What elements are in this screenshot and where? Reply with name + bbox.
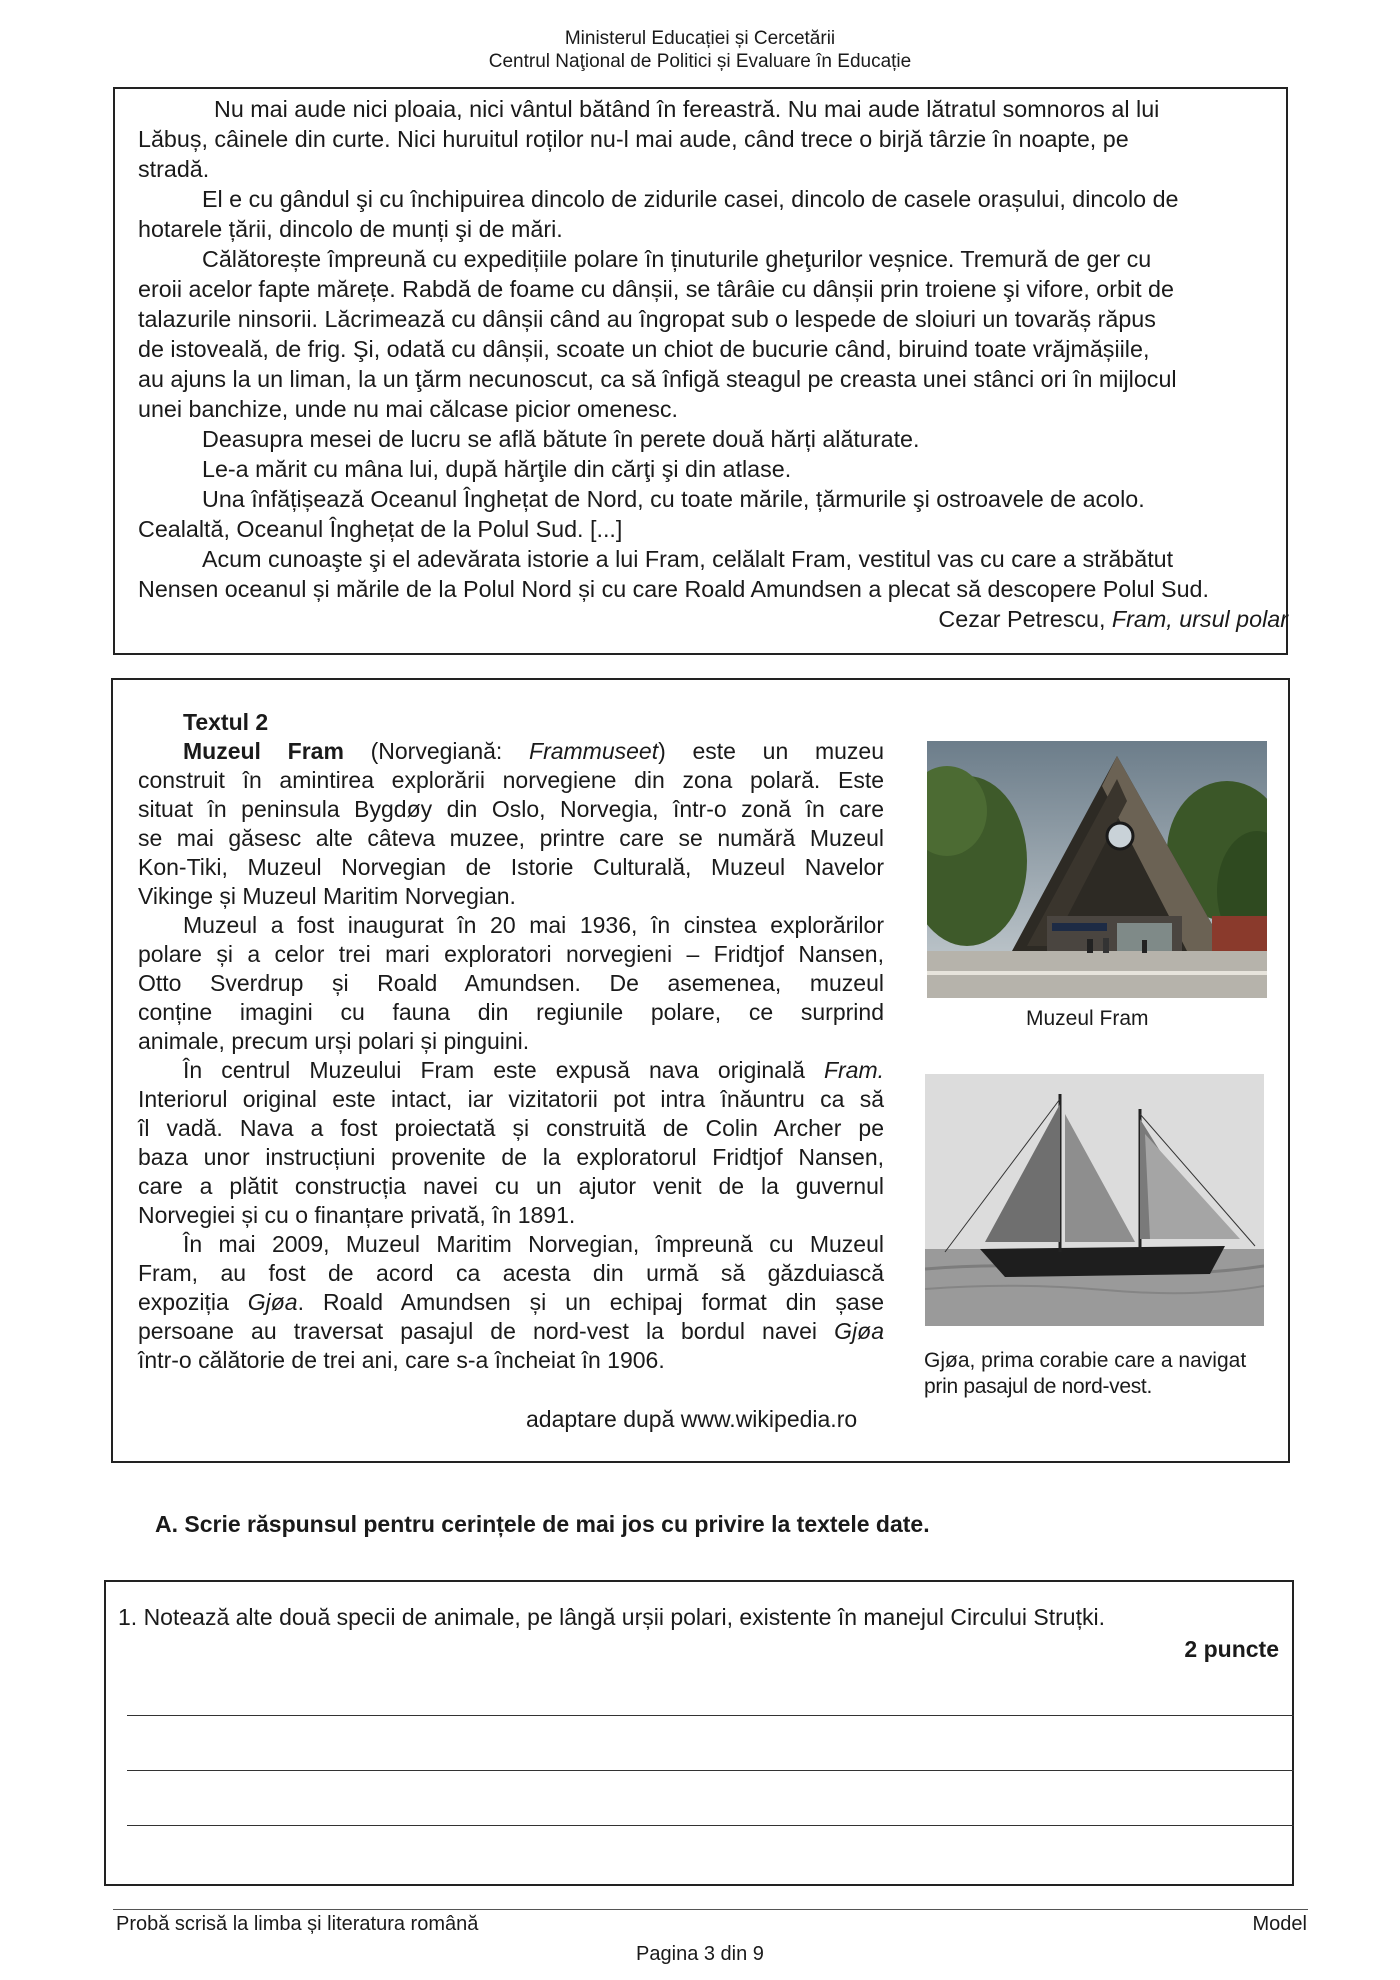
text1-line: Una înfățișează Oceanul Înghețat de Nord, cu toate mările, țărmurile şi ostroavele de acolo.: [202, 486, 1145, 512]
text1-line: Lăbuș, câinele din curte. Nici huruitul roților nu-l mai aude, când trece o birjă târzie în noapte, pe: [138, 126, 1129, 152]
text2-heading: Textul 2: [183, 709, 269, 735]
question-1: 1. Notează alte două specii de animale, pe lângă urșii polari, existente în manejul Circului Struțki.: [118, 1604, 1105, 1630]
text2-line: [183, 1056, 884, 1085]
question-1-points: 2 puncte: [1184, 1636, 1279, 1662]
text2-line: [183, 737, 884, 766]
text1-attribution: [938, 604, 1288, 634]
text2-line: conține imagini cu fauna din regiunile polare, ce surprind: [138, 999, 884, 1025]
text1-line: unei banchize, unde nu mai călcase picior omenesc.: [138, 396, 679, 422]
text2-line: într-o călătorie de trei ani, care s-a încheiat în 1906.: [138, 1347, 665, 1373]
ship-caption-line: prin pasajul de nord-vest.: [924, 1375, 1152, 1398]
ship-name: Fram.: [823, 1057, 884, 1083]
museum-photo-caption: Muzeul Fram: [1026, 1007, 1149, 1030]
text2-line: îl vadă. Nava a fost proiectată și construită de Colin Archer pe: [138, 1115, 884, 1141]
text2-fragment: ) este un muzeu: [658, 738, 884, 764]
footer-model-label: Model: [1252, 1913, 1307, 1935]
text1-line: Cealaltă, Oceanul Înghețat de la Polul Sud. [...]: [138, 516, 623, 542]
text2-source: adaptare după www.wikipedia.ro: [526, 1406, 858, 1432]
text1-line: Călătorește împreună cu expedițiile polare în ținuturile gheţurilor veșnice. Tremură de ger cu: [202, 246, 1152, 272]
footer-divider: [113, 1909, 1308, 1910]
text2-line: Otto Sverdrup și Roald Amundsen. De asemenea, muzeul: [138, 970, 884, 996]
text1-line: El e cu gândul şi cu închipuirea dincolo de zidurile casei, dincolo de casele orașului, dincolo de: [202, 186, 1179, 212]
text1-line: hotarele țării, dincolo de munți şi de mări.: [138, 216, 563, 242]
text2-line: animale, precum urși polari și pinguini.: [138, 1028, 530, 1054]
text2-line: [138, 1317, 884, 1346]
section-a-instruction: A. Scrie răspunsul pentru cerințele de mai jos cu privire la textele date.: [155, 1511, 930, 1537]
text2-line: Norvegiei și cu o finanțare privată, în 1891.: [138, 1202, 576, 1228]
footer-page-number: Pagina 3 din 9: [636, 1943, 764, 1965]
museum-photo: [927, 741, 1267, 998]
text2-line: polare și a celor trei mari exploratori norvegieni – Fridtjof Nansen,: [138, 941, 884, 967]
text2-line: În mai 2009, Muzeul Maritim Norvegian, împreună cu Muzeul: [183, 1231, 884, 1257]
header-ministry: Ministerul Educației și Cercetării: [564, 28, 836, 49]
text2-line: Interiorul original este intact, iar vizitatorii pot intra înăuntru ca să: [138, 1086, 884, 1112]
text1-line: Le-a mărit cu mâna lui, după hărţile din cărţi şi din atlase.: [202, 456, 792, 482]
text2-line: construit în amintirea explorării norvegiene din zona polară. Este: [138, 767, 884, 793]
text1-author: Cezar Petrescu,: [938, 606, 1112, 632]
ship-name: Gjøa: [834, 1318, 884, 1344]
ship-photo: [925, 1074, 1264, 1326]
text1-line: talazurile ninsorii. Lăcrimează cu dânșii când au îngropat sub o lespede de sloiuri un tovarăș răpus: [138, 306, 1156, 332]
text1-line: de istoveală, de frig. Şi, odată cu dânșii, scoate un chiot de bucurie când, biruind toate vrăjmășiile,: [138, 336, 1150, 362]
text1-line: stradă.: [138, 156, 210, 182]
text1-line: Nu mai aude nici ploaia, nici vântul bătând în fereastră. Nu mai aude lătratul somnoros al lui: [214, 96, 1160, 122]
answer-line[interactable]: [127, 1715, 1294, 1716]
text2-line: Kon-Tiki, Muzeul Norvegian de Istorie Culturală, Muzeul Navelor: [138, 854, 884, 880]
text2-line: se mai găsesc alte câteva muzee, printre care se numără Muzeul: [138, 825, 884, 851]
ship-photo-caption: [924, 1348, 1246, 1400]
answer-line[interactable]: [127, 1825, 1294, 1826]
footer-exam-title: Probă scrisă la limba și literatura română: [116, 1913, 479, 1935]
text2-line: Muzeul a fost inaugurat în 20 mai 1936, în cinstea explorărilor: [183, 912, 884, 938]
text2-fragment: . Roald Amundsen și un echipaj format din șase: [297, 1289, 884, 1315]
text1-line: Acum cunoaşte şi el adevărata istorie a lui Fram, celălalt Fram, vestitul vas cu care a străbătut: [202, 546, 1174, 572]
text1-line: Deasupra mesei de lucru se află bătute în perete două hărți alăturate.: [202, 426, 920, 452]
text2-line: care a plătit construcția navei cu un ajutor venit de la guvernul: [138, 1173, 884, 1199]
text1-line: Nensen oceanul și mările de la Polul Nord și cu care Roald Amundsen a plecat să descopere Polul Sud.: [138, 576, 1209, 602]
text2-line: situat în peninsula Bygdøy din Oslo, Norvegia, într-o zonă în care: [138, 796, 884, 822]
text1-line: au ajuns la un liman, la un ţărm necunoscut, ca să înfigă steagul pe creasta unei stânci ori în mijlocul: [138, 366, 1177, 392]
answer-line[interactable]: [127, 1770, 1294, 1771]
header-center: Centrul Naţional de Politici și Evaluare în Educație: [488, 51, 912, 72]
museum-name: Muzeul Fram: [183, 738, 344, 764]
text1-line: eroii acelor fapte mărețe. Rabdă de foame cu dânșii, se târâie cu dânșii prin troiene şi vifore, orbit de: [138, 276, 1174, 302]
ship-name: Gjøa: [247, 1289, 298, 1315]
text2-line: [138, 1288, 884, 1317]
text1-work-title: Fram, ursul polar: [1111, 606, 1288, 632]
text2-line: Vikinge și Muzeul Maritim Norvegian.: [138, 883, 516, 909]
text2-fragment: (Norvegiană:: [343, 738, 530, 764]
text2-fragment: expoziția: [138, 1289, 248, 1315]
text2-line: baza unor instrucțiuni provenite de la exploratorul Fridtjof Nansen,: [138, 1144, 884, 1170]
text2-line: Fram, au fost de acord ca acesta din urmă să găzduiască: [138, 1260, 884, 1286]
text2-fragment: persoane au traversat pasajul de nord-vest la bordul navei: [138, 1318, 835, 1344]
museum-native-name: Frammuseet: [529, 738, 659, 764]
text2-fragment: În centrul Muzeului Fram este expusă nava originală: [183, 1057, 824, 1083]
ship-caption-line: Gjøa, prima corabie care a navigat: [924, 1349, 1247, 1372]
